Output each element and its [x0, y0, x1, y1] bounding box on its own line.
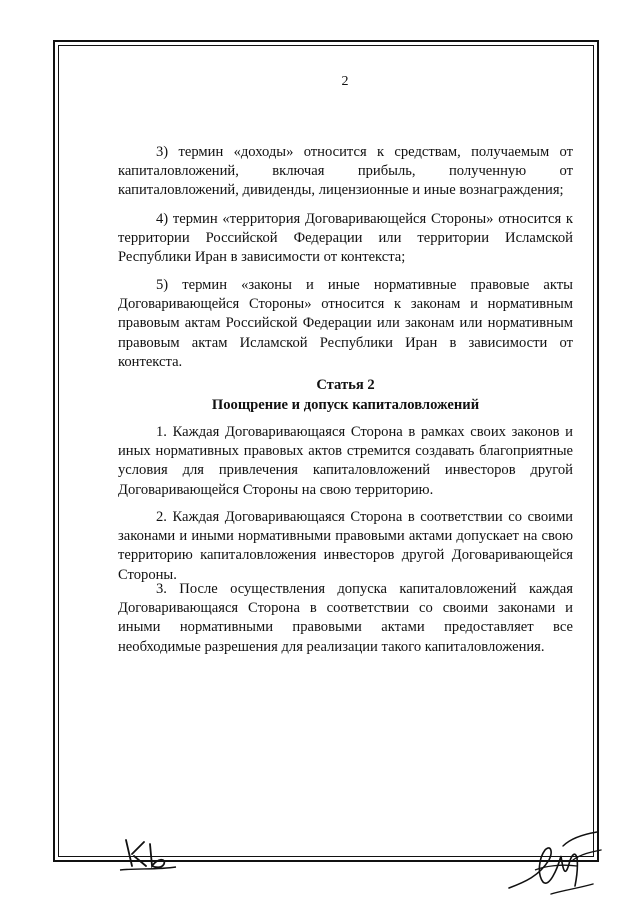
paragraph-4-text: 4) термин «территория Договаривающейся Стороны» относится к территории Российской Федерации или территории Исламской Республики Иран в зависимости от контекста;	[118, 211, 573, 266]
article-item-1	[118, 423, 573, 500]
article-item-1-text: 1. Каждая Договаривающаяся Сторона в рамках своих законов и иных нормативных правовых актов стремится создавать благоприятные условия для привлечения капиталовложений инвесторов другой Договаривающейся Стороны на свою территорию.	[118, 424, 573, 498]
article-item-3	[118, 580, 573, 657]
paragraph-4	[118, 210, 573, 268]
article-item-2	[118, 508, 573, 585]
page-number: 2	[341, 74, 349, 89]
article-subtitle: Поощрение и допуск капиталовложений	[211, 396, 480, 413]
paragraph-3	[118, 143, 573, 201]
article-heading	[118, 376, 573, 415]
paragraph-5	[118, 276, 573, 372]
paragraph-5-text: 5) термин «законы и иные нормативные правовые акты Договаривающейся Стороны» относится к законам и нормативным правовым актам Российской Федерации или законам или нормативным правовым актам Исламской Республики Иран в зависимости от контекста.	[118, 277, 573, 370]
article-title: Статья 2	[316, 377, 375, 393]
initials-signature	[118, 836, 178, 876]
article-item-2-text: 2. Каждая Договаривающаяся Сторона в соответствии со своими законами и иными нормативными правовыми актами допускает на свою территорию капиталовложения инвесторов другой Договаривающейся Стороны.	[118, 509, 573, 583]
paragraph-3-text: 3) термин «доходы» относится к средствам, получаемым от капиталовложений, включая прибыль, полученную от капиталовложений, дивиденды, лицензионные и иные вознаграждения;	[118, 144, 573, 199]
signature	[505, 830, 605, 900]
article-item-3-text: 3. После осуществления допуска капиталовложений каждая Договаривающаяся Сторона в соответствии со своими законами и иными нормативными правовыми актами предоставляет все необходимые разрешения для реализации такого капиталовложения.	[118, 581, 573, 655]
